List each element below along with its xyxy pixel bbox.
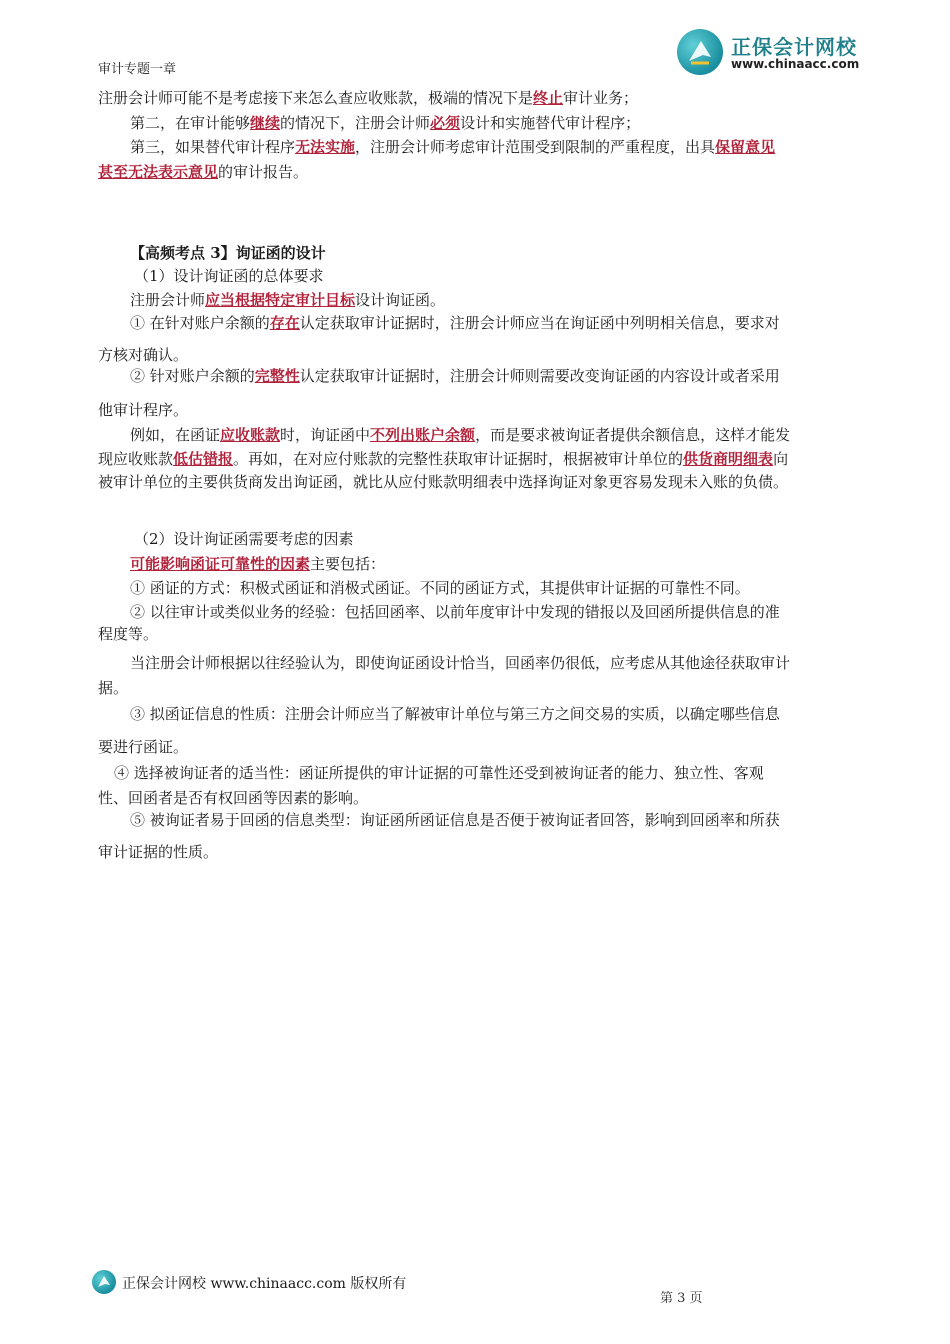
highlight-reliability-factors: 可能影响函证可靠性的因素 bbox=[130, 555, 311, 573]
factor-experience-note-cont bbox=[98, 679, 129, 697]
text: 时，询证函中 bbox=[280, 426, 371, 444]
factor-nature bbox=[130, 705, 780, 723]
text: 的情况下，注册会计师 bbox=[280, 114, 431, 132]
logo-emblem-icon bbox=[677, 29, 723, 75]
text: 认定获取审计证据时，注册会计师则需要改变询证函的内容设计或者采用 bbox=[299, 367, 780, 385]
highlight-supplier-list: 供货商明细表 bbox=[683, 450, 774, 468]
brand-logo[interactable] bbox=[677, 25, 887, 79]
text: 第三，如果替代审计程序 bbox=[130, 138, 296, 156]
para-third bbox=[130, 137, 775, 157]
para-design-objective bbox=[130, 290, 446, 309]
factor-info-type bbox=[130, 811, 780, 829]
text: ，而是要求被询证者提供余额信息，这样才能发 bbox=[475, 426, 791, 444]
factor-method: ① 函证的方式：积极式函证和消极式函证。不同的函证方式，其提供审计证据的可靠性不同。 bbox=[130, 579, 750, 597]
factor-respondent-cont: 性、回函者是否有权回函等因素的影响。 bbox=[98, 789, 369, 807]
header-fragment-text: 审计专题一章 bbox=[98, 62, 177, 77]
subsection-title-2: （2）设计询证函需要考虑的因素 bbox=[134, 530, 354, 548]
header-fragment bbox=[98, 58, 177, 77]
footer-copyright: 正保会计网校 www.chinaacc.com 版权所有 bbox=[122, 1276, 407, 1292]
highlight-disclaimer: 甚至无法表示意见 bbox=[98, 163, 219, 181]
text: ③ 拟函证信息的性质：注册会计师应当了解被审计单位与第三方之间交易的实质，以确定哪些信息 bbox=[130, 705, 780, 723]
text: 例如，在函证 bbox=[130, 426, 221, 444]
para-existence-cont: 方核对确认。 bbox=[98, 346, 189, 364]
highlight-no-balance: 不列出账户余额 bbox=[370, 426, 476, 444]
logo-title: 正保会计网校 bbox=[731, 35, 857, 59]
highlight-cannot-implement: 无法实施 bbox=[295, 138, 356, 156]
text: 程度等。 bbox=[98, 625, 159, 643]
highlight-existence: 存在 bbox=[269, 314, 300, 332]
text: 的审计报告。 bbox=[218, 163, 309, 181]
para-second bbox=[130, 113, 640, 133]
text: 认定获取审计证据时，注册会计师应当在询证函中列明相关信息，要求对 bbox=[299, 314, 780, 332]
text: 设计询证函。 bbox=[355, 291, 446, 309]
text: ⑤ 被询证者易于回函的信息类型：询证函所函证信息是否便于被询证者回答，影响到回函率和所获 bbox=[130, 811, 780, 829]
text: 审计业务； bbox=[563, 89, 639, 107]
para-existence bbox=[130, 314, 780, 332]
para-completeness bbox=[130, 367, 780, 385]
factor-experience: ② 以往审计或类似业务的经验：包括回函率、以前年度审计中发现的错报以及回函所提供信息的准 bbox=[130, 603, 780, 621]
para-factors-intro bbox=[130, 554, 385, 574]
text: 。再如，在对应付账款的完整性获取审计证据时，根据被审计单位的 bbox=[233, 450, 684, 468]
factor-experience-cont bbox=[98, 625, 159, 643]
footer-logo-icon bbox=[92, 1270, 116, 1294]
logo-url: www.chinaacc.com bbox=[731, 57, 860, 71]
text: 现应收账款 bbox=[98, 450, 174, 468]
text: 主要包括： bbox=[310, 555, 386, 573]
text: 据。 bbox=[98, 679, 129, 697]
text: 注册会计师 bbox=[130, 291, 206, 309]
para-example-3: 被审计单位的主要供货商发出询证函，就比从应付账款明细表中选择询证对象更容易发现未入账的负债。 bbox=[98, 473, 789, 491]
text: 设计和实施替代审计程序； bbox=[460, 114, 641, 132]
text: ② 针对账户余额的 bbox=[130, 367, 255, 385]
text: 注册会计师可能不是考虑接下来怎么查应收账款，极端的情况下是 bbox=[98, 89, 534, 107]
text: ，注册会计师考虑审计范围受到限制的严重程度，出具 bbox=[355, 138, 716, 156]
factor-respondent: ④ 选择被询证者的适当性：函证所提供的审计证据的可靠性还受到被询证者的能力、独立性、客观 bbox=[114, 764, 764, 782]
para-example-2 bbox=[98, 449, 788, 469]
para-completeness-cont: 他审计程序。 bbox=[98, 401, 189, 419]
highlight-specific-objective: 应当根据特定审计目标 bbox=[205, 291, 356, 309]
highlight-receivables: 应收账款 bbox=[220, 426, 281, 444]
para-third-cont bbox=[98, 162, 309, 181]
para-example-1 bbox=[130, 425, 790, 445]
text: ① 在针对账户余额的 bbox=[130, 314, 270, 332]
subsection-title-1: （1）设计询证函的总体要求 bbox=[134, 267, 324, 285]
text: 第二，在审计能够 bbox=[130, 114, 251, 132]
factor-nature-cont: 要进行函证。 bbox=[98, 738, 189, 756]
page-number: 第 3 页 bbox=[660, 1291, 703, 1306]
text: 向 bbox=[773, 450, 789, 468]
highlight-must: 必须 bbox=[430, 114, 461, 132]
para-terminate bbox=[98, 88, 638, 108]
highlight-qualified-opinion: 保留意见 bbox=[715, 138, 776, 156]
factor-experience-note bbox=[130, 654, 791, 672]
highlight-continue: 继续 bbox=[250, 114, 281, 132]
factor-info-type-cont: 审计证据的性质。 bbox=[98, 843, 219, 861]
highlight-completeness: 完整性 bbox=[254, 367, 300, 385]
highlight-understatement: 低估错报 bbox=[173, 450, 234, 468]
section-heading: 【高频考点 3】询证函的设计 bbox=[130, 244, 326, 262]
text: 当注册会计师根据以往经验认为，即使询证函设计恰当，回函率仍很低，应考虑从其他途径获取审计 bbox=[130, 654, 791, 672]
highlight-terminate: 终止 bbox=[533, 89, 564, 107]
